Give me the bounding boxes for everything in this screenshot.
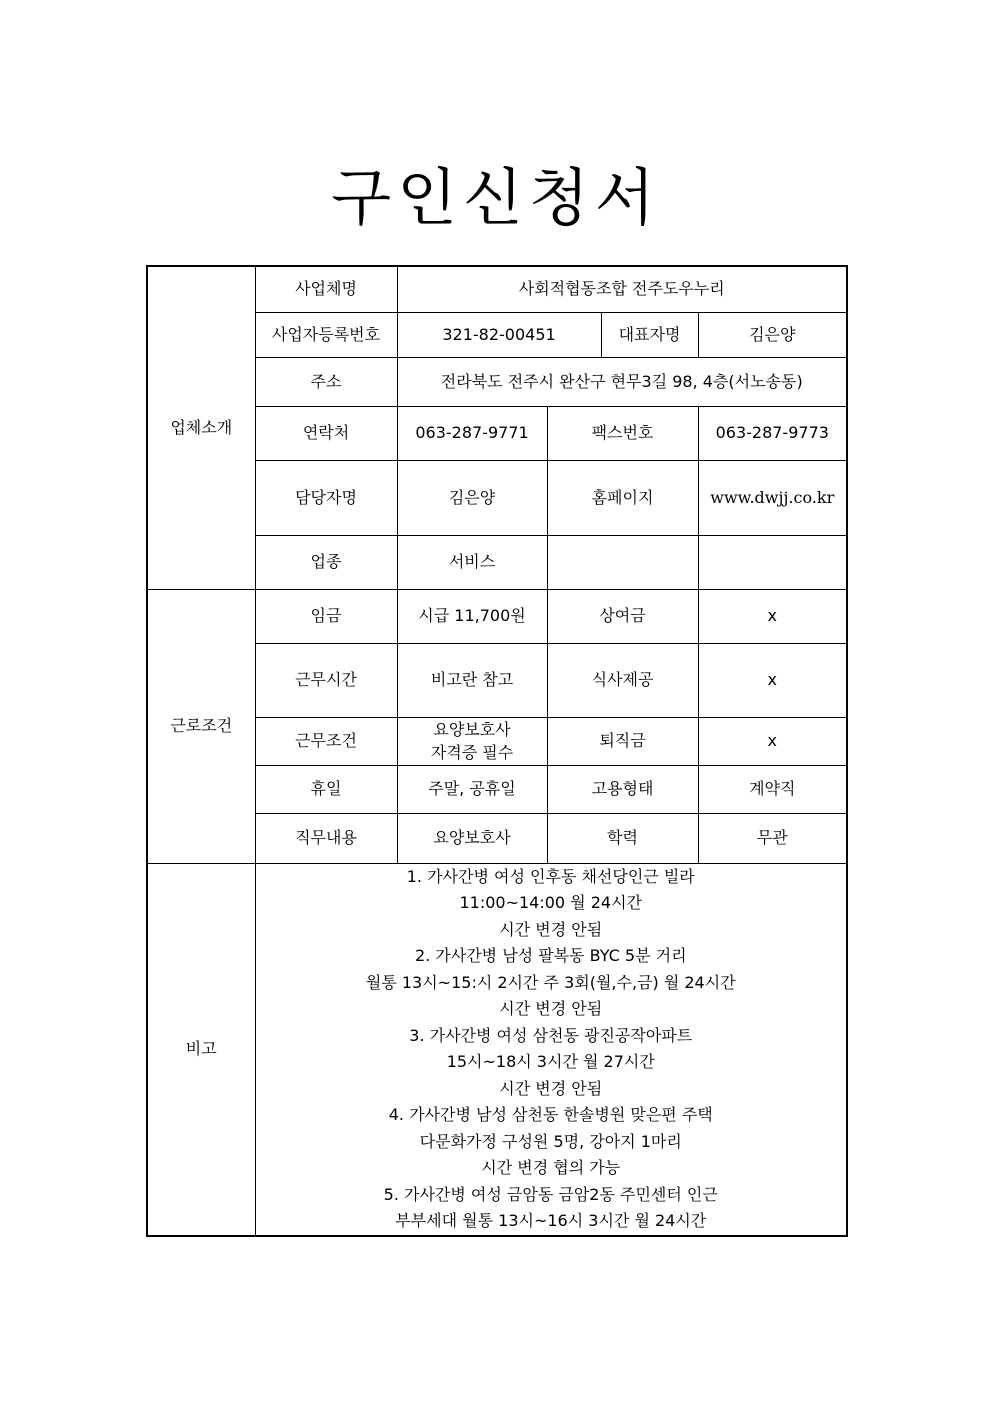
phone-value: 063-287-9771 <box>397 406 547 460</box>
remarks-line: 부부세대 월통 13시~16시 3시간 월 24시간 <box>395 1211 707 1230</box>
remarks-line: 4. 가사간병 남성 삼천동 한솔병원 맞은편 주택 <box>388 1105 713 1124</box>
industry-value: 서비스 <box>397 535 547 589</box>
work-hours-value: 비고란 참고 <box>397 643 547 717</box>
holiday-label: 휴일 <box>255 765 397 813</box>
table-row <box>147 589 847 643</box>
employment-type-value: 계약직 <box>698 765 847 813</box>
representative-value: 김은양 <box>698 312 847 357</box>
remarks-line: 3. 가사간병 여성 삼천동 광진공작아파트 <box>409 1025 693 1045</box>
section-label-conditions: 근로조건 <box>147 589 255 863</box>
work-requirement-line: 요양보호사 <box>433 720 511 739</box>
work-hours-label: 근무시간 <box>255 643 397 717</box>
empty-cell <box>547 535 698 589</box>
representative-label: 대표자명 <box>601 312 698 357</box>
duty-value: 요양보호사 <box>397 813 547 863</box>
remarks-line: 시간 변경 협의 가능 <box>481 1158 621 1177</box>
homepage-value: www.dwjj.co.kr <box>698 460 847 535</box>
holiday-value: 주말, 공휴일 <box>397 765 547 813</box>
remarks-line: 2. 가사간병 남성 팔복동 BYC 5분 거리 <box>414 946 687 965</box>
remarks-line: 15시~18시 3시간 월 27시간 <box>446 1052 655 1071</box>
fax-value: 063-287-9773 <box>698 406 847 460</box>
wage-value: 시급 11,700원 <box>397 589 547 643</box>
remarks-line: 다문화가정 구성원 5명, 강아지 1마리 <box>419 1131 682 1151</box>
remarks-line: 5. 가사간병 여성 금암동 금암2동 주민센터 인근 <box>383 1184 718 1204</box>
homepage-label: 홈페이지 <box>547 460 698 535</box>
meal-label: 식사제공 <box>547 643 698 717</box>
bonus-value: x <box>698 589 847 643</box>
address-value: 전라북도 전주시 완산구 현무3길 98, 4층(서노송동) <box>397 357 847 406</box>
duty-label: 직무내용 <box>255 813 397 863</box>
remarks-line: 시간 변경 안됨 <box>499 919 603 939</box>
address-label: 주소 <box>255 357 397 406</box>
company-name-label: 사업체명 <box>255 266 397 312</box>
registration-number-label: 사업자등록번호 <box>255 312 397 357</box>
bonus-label: 상여금 <box>547 589 698 643</box>
phone-label: 연락처 <box>255 406 397 460</box>
meal-value: x <box>698 643 847 717</box>
remarks-line: 11:00~14:00 월 24시간 <box>459 893 643 912</box>
employment-type-label: 고용형태 <box>547 765 698 813</box>
wage-label: 임금 <box>255 589 397 643</box>
empty-cell <box>698 535 847 589</box>
work-requirement-label: 근무조건 <box>255 717 397 765</box>
table-row <box>147 266 847 312</box>
remarks-line: 시간 변경 안됨 <box>499 999 603 1018</box>
education-label: 학력 <box>547 813 698 863</box>
page-title: 구인신청서 <box>331 161 661 234</box>
severance-label: 퇴직금 <box>547 717 698 765</box>
manager-label: 담당자명 <box>255 460 397 535</box>
section-label-remarks: 비고 <box>147 863 255 1236</box>
remarks-line: 월통 13시~15:시 2시간 주 3회(월,수,금) 월 24시간 <box>365 972 736 992</box>
remarks-line: 1. 가사간병 여성 인후동 채선당인근 빌라 <box>406 866 695 886</box>
work-requirement-line: 자격증 필수 <box>430 743 514 762</box>
remarks-line: 시간 변경 안됨 <box>499 1078 603 1098</box>
severance-value: x <box>698 717 847 765</box>
table-row <box>147 863 847 1236</box>
remarks-content <box>255 863 847 1236</box>
company-name-value: 사회적협동조합 전주도우누리 <box>397 266 847 312</box>
manager-value: 김은양 <box>397 460 547 535</box>
section-label-company: 업체소개 <box>147 266 255 589</box>
job-application-table <box>146 265 848 1237</box>
education-value: 무관 <box>698 813 847 863</box>
work-requirement-value <box>397 717 547 765</box>
fax-label: 팩스번호 <box>547 406 698 460</box>
industry-label: 업종 <box>255 535 397 589</box>
registration-number-value: 321-82-00451 <box>397 312 601 357</box>
